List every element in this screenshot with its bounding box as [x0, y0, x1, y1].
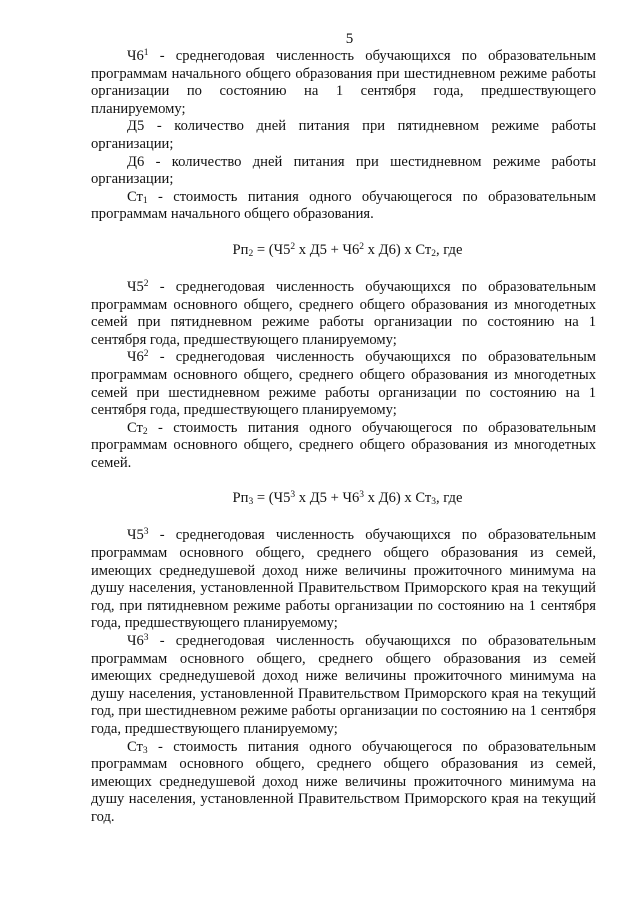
definition-text: - среднегодовая численность обучающихся по образовательным программам основного общего, среднего общего образования из семей, имеющих среднедушевой доход ниже величины прожиточного минимума на душу населения, установленной Правительством Приморского края на текущий год, при пятидневном режиме работы организации по состоянию на 1 сентября года, предшествующего планируемому; [91, 527, 596, 632]
definition-d6 [91, 154, 596, 189]
definition-text: - среднегодовая численность обучающихся по образовательным программам основного общего, среднего общего образования из многодетных семей при шестидневном режиме работы организации по состоянию на 1 сентября года, предшествующего планируемому; [91, 349, 596, 419]
symbol-sub: 1 [142, 195, 148, 206]
definition-text: - стоимость питания одного обучающегося по образовательным программам основного общего, среднего общего образования из семей, имеющих среднедушевой доход ниже величины прожиточного минимума на душу населения, установленной Правительством Приморского края на текущий год. [91, 738, 596, 825]
symbol-sup: 2 [143, 278, 149, 289]
document-page [91, 30, 596, 827]
symbol: Ст [127, 188, 143, 205]
symbol: Ч5 [127, 527, 144, 544]
symbol: Ч6 [127, 48, 144, 64]
symbol: Ч6 [127, 349, 144, 366]
definition-text: - стоимость питания одного обучающегося по образовательным программам основного общего, среднего общего образования из многодетных семей. [91, 419, 596, 471]
definition-ch6-1 [91, 48, 596, 118]
definition-text: - стоимость питания одного обучающегося по образовательным программам начального общего образования. [91, 188, 596, 223]
definition-text: - количество дней питания при шестидневном режиме работы организации; [91, 153, 596, 188]
definitions-block-2 [91, 279, 596, 473]
definition-d5 [91, 118, 596, 153]
symbol-sub: 3 [142, 745, 148, 756]
formula-rp3: $Рп_3 = (Ч5^3$ х $Д5 + Ч6^3$ х Д6) х $Ст_3$, где [232, 490, 463, 508]
symbol: Ч5 [127, 278, 144, 295]
symbol-sub: 2 [142, 426, 148, 437]
definition-ch6-3 [91, 633, 596, 739]
symbol: Д6 [127, 153, 145, 170]
symbol: Ч6 [127, 633, 144, 650]
definitions-block-1 [91, 48, 596, 224]
formula-rp2: $Рп_2 = (Ч5^2$ х $Д5 + Ч6^2$ х Д6) х $Ст_2$, где [232, 241, 463, 259]
definition-text: - количество дней питания при пятидневном режиме работы организации; [91, 118, 596, 152]
definition-text: - среднегодовая численность обучающихся по образовательным программам основного общего, среднего общего образования из многодетных семей при пятидневном режиме работы организации по состоянию на 1 сентября года, предшествующего планируемому; [91, 278, 596, 348]
definition-st-3 [91, 739, 596, 827]
definitions-block-3 [91, 527, 596, 826]
definition-text: - среднегодовая численность обучающихся по образовательным программам основного общего, среднего общего образования из семей имеющих среднедушевой доход ниже величины прожиточного минимума на душу населения, установленной Правительством Приморского края на текущий год, при шестидневном режиме работы организации по состоянию на 1 сентября года, предшествующего планируемому; [91, 633, 596, 737]
definition-ch6-2 [91, 349, 596, 419]
symbol-sup: 1 [143, 48, 149, 58]
definition-ch5-2 [91, 279, 596, 349]
symbol: Ст [127, 419, 143, 436]
symbol-sup: 2 [143, 349, 149, 360]
definition-ch5-3 [91, 527, 596, 633]
page-number: 5 [345, 31, 354, 47]
symbol-sup: 3 [143, 633, 149, 644]
symbol: Ст [127, 738, 143, 755]
symbol-sup: 3 [143, 527, 149, 538]
definition-st-1 [91, 189, 596, 224]
symbol: Д5 [127, 118, 145, 135]
definition-st-2 [91, 420, 596, 473]
definition-text: - среднегодовая численность обучающихся по образовательным программам начального общего образования при шестидневном режиме работы организации по состоянию на 1 сентября года, предшествующего планируемому; [91, 48, 596, 117]
